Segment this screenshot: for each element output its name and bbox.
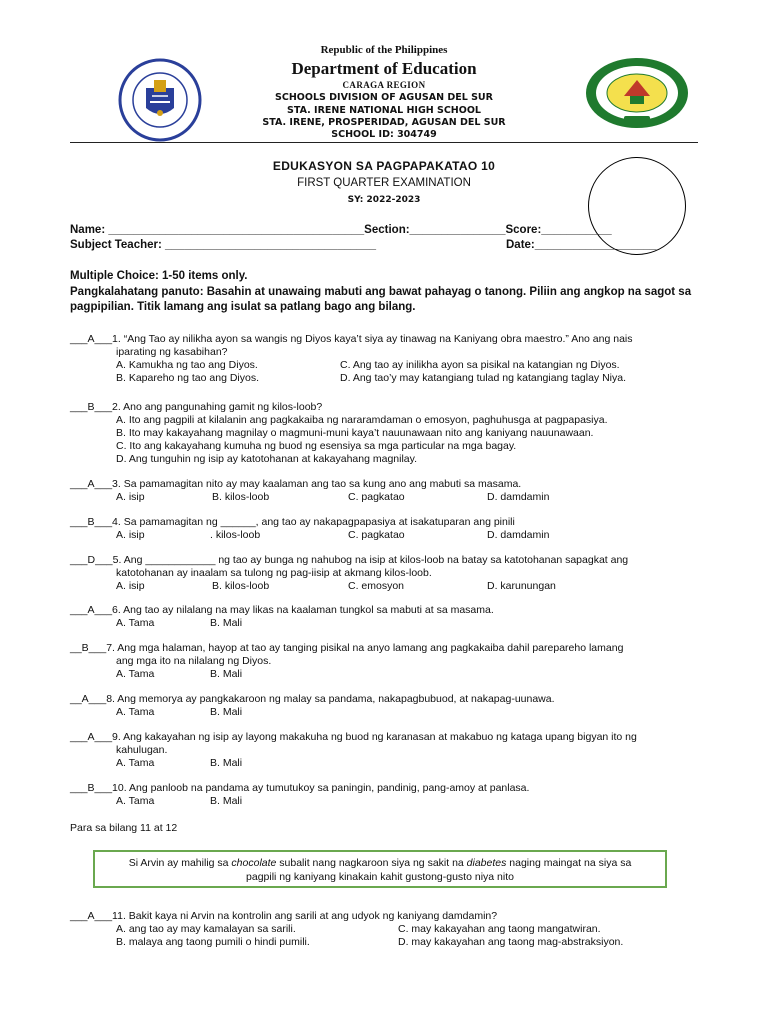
question-11 — [70, 910, 700, 949]
question-1-options-row — [70, 372, 700, 385]
question-8-text: Ang memorya ay pangkakaroon ng malay sa pandama, nakapagbubuod, at nakapag-uunawa. — [114, 693, 555, 705]
question-9-options-row — [70, 757, 700, 770]
question-3-text: Sa pamamagitan nito ay may kaalaman ang tao sa kung ano ang mabuti sa masama. — [120, 478, 522, 490]
question-2-option-row — [70, 440, 700, 453]
answer-blank-9[interactable]: ___A___9. — [70, 731, 121, 743]
option[interactable]: B. kilos-loob — [212, 491, 270, 503]
question-1-continuation: iparating ng kasabihan? — [116, 346, 228, 358]
question-7-stem — [70, 642, 700, 655]
name-section-score-line[interactable]: Name: ________________________________________Section:_______________Score:___________ — [70, 224, 612, 236]
department-title: Department of Education — [291, 59, 477, 78]
option[interactable]: B. Mali — [210, 795, 243, 807]
question-1-text: “Ang Tao ay nilikha ayon sa wangis ng Diyos kaya’t siya ay tinawag na Kaniyang obra maestro.” Ano ang nais — [120, 333, 633, 345]
option[interactable]: C. Ito ang kakayahang kumuha ng buod ng esensiya sa mga particular na mga bagay. — [116, 440, 517, 452]
header-divider — [70, 142, 698, 143]
option[interactable]: C. pagkatao — [348, 491, 405, 503]
question-2 — [70, 401, 700, 466]
address-line: STA. IRENE, PROSPERIDAD, AGUSAN DEL SUR — [262, 117, 506, 128]
option[interactable]: A. Tama — [116, 795, 155, 807]
question-6 — [70, 604, 700, 630]
question-3-stem — [70, 478, 700, 491]
question-2-option-row — [70, 427, 700, 440]
date-line[interactable]: Date:___________________ — [506, 239, 657, 251]
answer-blank-6[interactable]: ___A___6. — [70, 604, 121, 616]
question-11-text: Bakit kaya ni Arvin na kontrolin ang sarili at ang udyok ng kaniyang damdamin? — [125, 910, 498, 922]
question-4-options-row — [70, 529, 700, 542]
option[interactable]: C. pagkatao — [348, 529, 405, 541]
question-5-stem — [70, 554, 700, 567]
question-10-stem — [70, 782, 700, 795]
question-11-options-row1 — [70, 923, 700, 936]
question-2-stem — [70, 401, 700, 414]
question-1-stem — [70, 333, 700, 346]
option[interactable]: D. may kakayahan ang taong mag-abstraksiyon. — [398, 936, 624, 948]
division-line: SCHOOLS DIVISION OF AGUSAN DEL SUR — [275, 92, 493, 103]
question-9 — [70, 731, 700, 770]
question-7-continuation: ang mga ito na nilalang ng Diyos. — [116, 655, 272, 667]
exam-subject: EDUKASYON SA PAGPAPAKATAO 10 — [272, 159, 496, 173]
question-7 — [70, 642, 700, 681]
question-6-options-row — [70, 617, 700, 630]
scenario-text-3: naging maingat na siya sa — [506, 857, 632, 869]
question-8 — [70, 693, 700, 719]
option[interactable]: A. isip — [116, 529, 145, 541]
question-6-text: Ang tao ay nilalang na may likas na kaalaman tungkol sa mabuti at sa masama. — [120, 604, 494, 616]
question-5-continuation: katotohanan ay inaalam sa tulong ng pag-iisip at akmang kilos-loob. — [116, 567, 432, 579]
option[interactable]: B. Mali — [210, 617, 243, 629]
question-5-text: Ang ____________ ng tao ay bunga ng nahubog na isip at kilos-loob na batay sa katotohanan sapagkat ang — [121, 554, 629, 566]
subject-teacher-line[interactable]: Subject Teacher: _________________________________ — [70, 239, 377, 251]
scenario-italic-chocolate: chocolate — [231, 857, 277, 869]
option[interactable]: B. Ito may kakayahang magnilay o magmuni-muni kaya’t nauunawaan nito ang kaniyang nauunawaan. — [116, 427, 594, 439]
instruction-type: Multiple Choice: 1-50 items only. — [70, 270, 248, 282]
option[interactable]: B. malaya ang taong pumili o hindi pumili. — [116, 936, 310, 948]
exam-quarter: FIRST QUARTER EXAMINATION — [297, 177, 471, 189]
option[interactable]: D. damdamin — [487, 529, 550, 541]
scenario-line-2: pagpili ng kaniyang kinakain kahit gustong-gusto niya nito — [246, 871, 514, 883]
answer-blank-8[interactable]: __A___8. — [70, 693, 115, 705]
answer-blank-11[interactable]: ___A___11. — [70, 910, 126, 922]
question-11-stem — [70, 910, 700, 923]
answer-blank-3[interactable]: ___A___3. — [70, 478, 121, 490]
option[interactable]: A. Kamukha ng tao ang Diyos. — [116, 359, 258, 371]
answer-blank-4[interactable]: ___B___4. — [70, 516, 121, 528]
option[interactable]: A. Tama — [116, 617, 155, 629]
question-3 — [70, 478, 700, 504]
para-label: Para sa bilang 11 at 12 — [70, 822, 178, 834]
answer-blank-2[interactable]: ___B___2. — [70, 401, 121, 413]
answer-blank-7[interactable]: __B___7. — [70, 642, 115, 654]
question-6-stem — [70, 604, 700, 617]
scenario-line-1 — [95, 856, 665, 870]
question-10-options-row — [70, 795, 700, 808]
option[interactable]: B. Mali — [210, 757, 243, 769]
option[interactable]: C. emosyon — [348, 580, 405, 592]
question-5 — [70, 554, 700, 593]
instruction-directions: Pangkalahatang panuto: Basahin at unawaing mabuti ang bawat pahayag o tanong. Piliin ang angkop na sagot sa pagpipilian. Titik lamang ang isulat sa patlang bago ang bilang. — [70, 286, 692, 313]
option[interactable]: . kilos-loob — [210, 529, 261, 541]
question-5-options-row — [70, 580, 700, 593]
option[interactable]: D. karunungan — [487, 580, 556, 592]
question-11-options-row2 — [70, 936, 700, 949]
option[interactable]: B. Mali — [210, 668, 243, 680]
question-7-options-row — [70, 668, 700, 681]
question-9-text: Ang kakayahan ng isip ay layong makakuha ng buod ng karanasan at makabuo ng kataga upang bigyan ito ng — [120, 731, 637, 743]
option[interactable]: B. kilos-loob — [212, 580, 270, 592]
question-2-option-row — [70, 453, 700, 466]
option[interactable]: D. Ang tunguhin ng isip ay katotohanan at kakayahang magnilay. — [116, 453, 418, 465]
republic-line: Republic of the Philippines — [320, 44, 448, 56]
question-7-text: Ang mga halaman, hayop at tao ay tanging pisikal na anyo lamang ang pagkakaiba dahil parepareho lamang — [114, 642, 624, 654]
option[interactable]: A. isip — [116, 491, 145, 503]
option[interactable]: A. isip — [116, 580, 145, 592]
answer-blank-10[interactable]: ___B___10. — [70, 782, 127, 794]
school-id-line: SCHOOL ID: 304749 — [331, 129, 437, 140]
region-line: CARAGA REGION — [342, 80, 426, 90]
scenario-text-2: subalit nang nagkaroon siya ng sakit na — [276, 857, 467, 869]
option[interactable]: D. damdamin — [487, 491, 550, 503]
option[interactable]: B. Kapareho ng tao ang Diyos. — [116, 372, 260, 384]
question-10 — [70, 782, 700, 808]
question-8-options-row — [70, 706, 700, 719]
option[interactable]: A. Tama — [116, 668, 155, 680]
question-1 — [70, 333, 700, 385]
option[interactable]: A. ang tao ay may kamalayan sa sarili. — [116, 923, 296, 935]
option[interactable]: B. Mali — [210, 706, 243, 718]
option[interactable]: A. Tama — [116, 706, 155, 718]
scenario-box — [93, 850, 667, 888]
scenario-italic-diabetes: diabetes — [466, 857, 507, 869]
question-2-option-row — [70, 414, 700, 427]
question-4-text: Sa pamamagitan ng ______, ang tao ay nakapagpapasiya at isakatuparan ang pinili — [120, 516, 515, 528]
question-4 — [70, 516, 700, 542]
option[interactable]: C. Ang tao ay inilikha ayon sa pisikal na katangian ng Diyos. — [340, 359, 620, 371]
question-10-text: Ang panloob na pandama ay tumutukoy sa paningin, pandinig, pang-amoy at panlasa. — [126, 782, 530, 794]
option[interactable]: C. may kakayahan ang taong mangatwiran. — [398, 923, 601, 935]
option[interactable]: A. Ito ang pagpili at kilalanin ang pagkakaiba ng nararamdaman o emosyon, paghuhusga at pagpapasiya. — [116, 414, 608, 426]
answer-blank-1[interactable]: ___A___1. — [70, 333, 121, 345]
exam-sy: SY: 2022-2023 — [347, 195, 421, 205]
school-line: STA. IRENE NATIONAL HIGH SCHOOL — [287, 105, 481, 116]
question-4-stem — [70, 516, 700, 529]
question-9-stem — [70, 731, 700, 744]
question-2-text: Ano ang pangunahing gamit ng kilos-loob? — [120, 401, 323, 413]
question-8-stem — [70, 693, 700, 706]
scenario-text-1: Si Arvin ay mahilig sa — [128, 857, 232, 869]
question-1-options-row — [70, 359, 700, 372]
question-9-continuation: kahulugan. — [116, 744, 168, 756]
question-3-options-row — [70, 491, 700, 504]
option[interactable]: A. Tama — [116, 757, 155, 769]
answer-blank-5[interactable]: ___D___5. — [70, 554, 122, 566]
option[interactable]: D. Ang tao’y may katangiang tulad ng katangiang taglay Niya. — [340, 372, 627, 384]
